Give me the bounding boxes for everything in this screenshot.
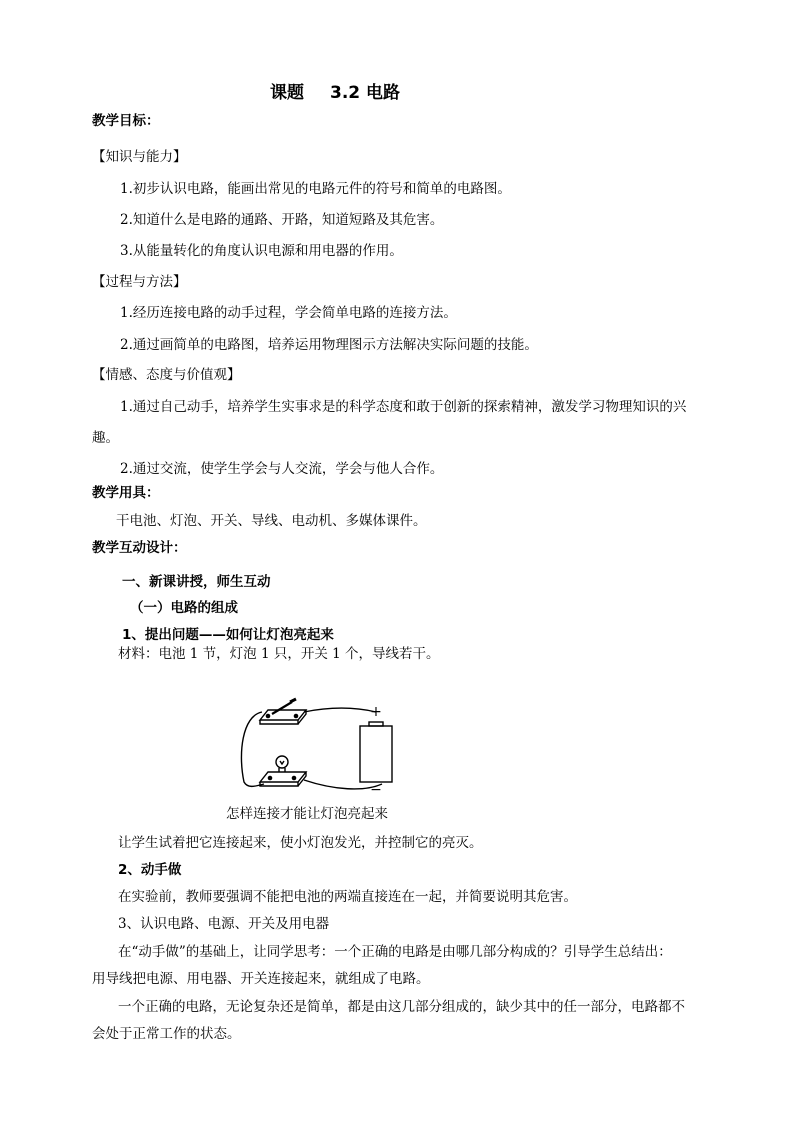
- emotion-item-1-line-2: 趣。: [92, 430, 119, 446]
- tools-text: 干电池、灯泡、开关、导线、电动机、多媒体课件。: [116, 513, 427, 529]
- try-text: 让学生试着把它连接起来，使小灯泡发光，并控制它的亮灭。: [118, 835, 483, 851]
- process-item-2: 2.通过画简单的电路图，培养运用物理图示方法解决实际问题的技能。: [120, 337, 538, 353]
- emotion-item-1-line-1: 1.通过自己动手，培养学生实事求是的科学态度和敢于创新的探索精神，激发学习物理知识的兴: [120, 399, 687, 415]
- battery-plus-label: +: [370, 704, 382, 720]
- emotion-heading: 【情感、态度与价值观】: [92, 367, 241, 383]
- title-label: 课题: [270, 83, 304, 103]
- materials-text: 材料：电池 1 节，灯泡 1 只，开关 1 个，导线若干。: [118, 646, 440, 662]
- step-3-p2-line-2: 会处于正常工作的状态。: [92, 1026, 241, 1042]
- design-heading: 教学互动设计：: [92, 540, 187, 556]
- goals-heading: 教学目标：: [92, 113, 160, 129]
- title-topic: 3.2 电路: [330, 83, 401, 103]
- switch-lever: [272, 702, 292, 714]
- subsection-1-heading: （一）电路的组成: [130, 600, 238, 616]
- knowledge-item-1: 1.初步认识电路，能画出常见的电路元件的符号和简单的电路图。: [120, 181, 511, 197]
- process-item-1: 1.经历连接电路的动手过程，学会简单电路的连接方法。: [120, 305, 457, 321]
- knowledge-item-3: 3.从能量转化的角度认识电源和用电器的作用。: [120, 243, 403, 259]
- emotion-item-2: 2.通过交流，使学生学会与人交流，学会与他人合作。: [120, 461, 444, 477]
- bulb-base: [260, 772, 306, 782]
- step-1-heading: 1、提出问题——如何让灯泡亮起来: [122, 627, 334, 643]
- step-3-p2-line-1: 一个正确的电路，无论复杂还是简单，都是由这几部分组成的，缺少其中的任一部分，电路都不: [118, 999, 685, 1015]
- page-title: [270, 78, 400, 103]
- process-heading: 【过程与方法】: [92, 274, 187, 290]
- step-2-text: 在实验前，教师要强调不能把电池的两端直接连在一起，并简要说明其危害。: [118, 889, 577, 905]
- figure-caption: 怎样连接才能让灯泡亮起来: [226, 806, 388, 822]
- step-3-p1-line-1: 在“动手做”的基础上，让同学思考：一个正确的电路是由哪几部分构成的？引导学生总结出：: [118, 944, 672, 960]
- step-3-p1-line-2: 用导线把电源、用电器、开关连接起来，就组成了电路。: [92, 971, 430, 987]
- circuit-illustration: [234, 694, 406, 794]
- knowledge-item-2: 2.知道什么是电路的通路、开路，知道短路及其危害。: [120, 212, 444, 228]
- battery-minus-label: −: [370, 782, 382, 794]
- step-2-heading: 2、动手做: [118, 862, 182, 878]
- section-1-heading: 一、新课讲授，师生互动: [122, 574, 271, 590]
- top-wire: [304, 708, 376, 712]
- tools-heading: 教学用具：: [92, 485, 160, 501]
- knowledge-heading: 【知识与能力】: [92, 149, 187, 165]
- bulb: [276, 756, 288, 768]
- battery: [360, 726, 392, 782]
- step-3-heading: 3、认识电路、电源、开关及用电器: [118, 916, 330, 932]
